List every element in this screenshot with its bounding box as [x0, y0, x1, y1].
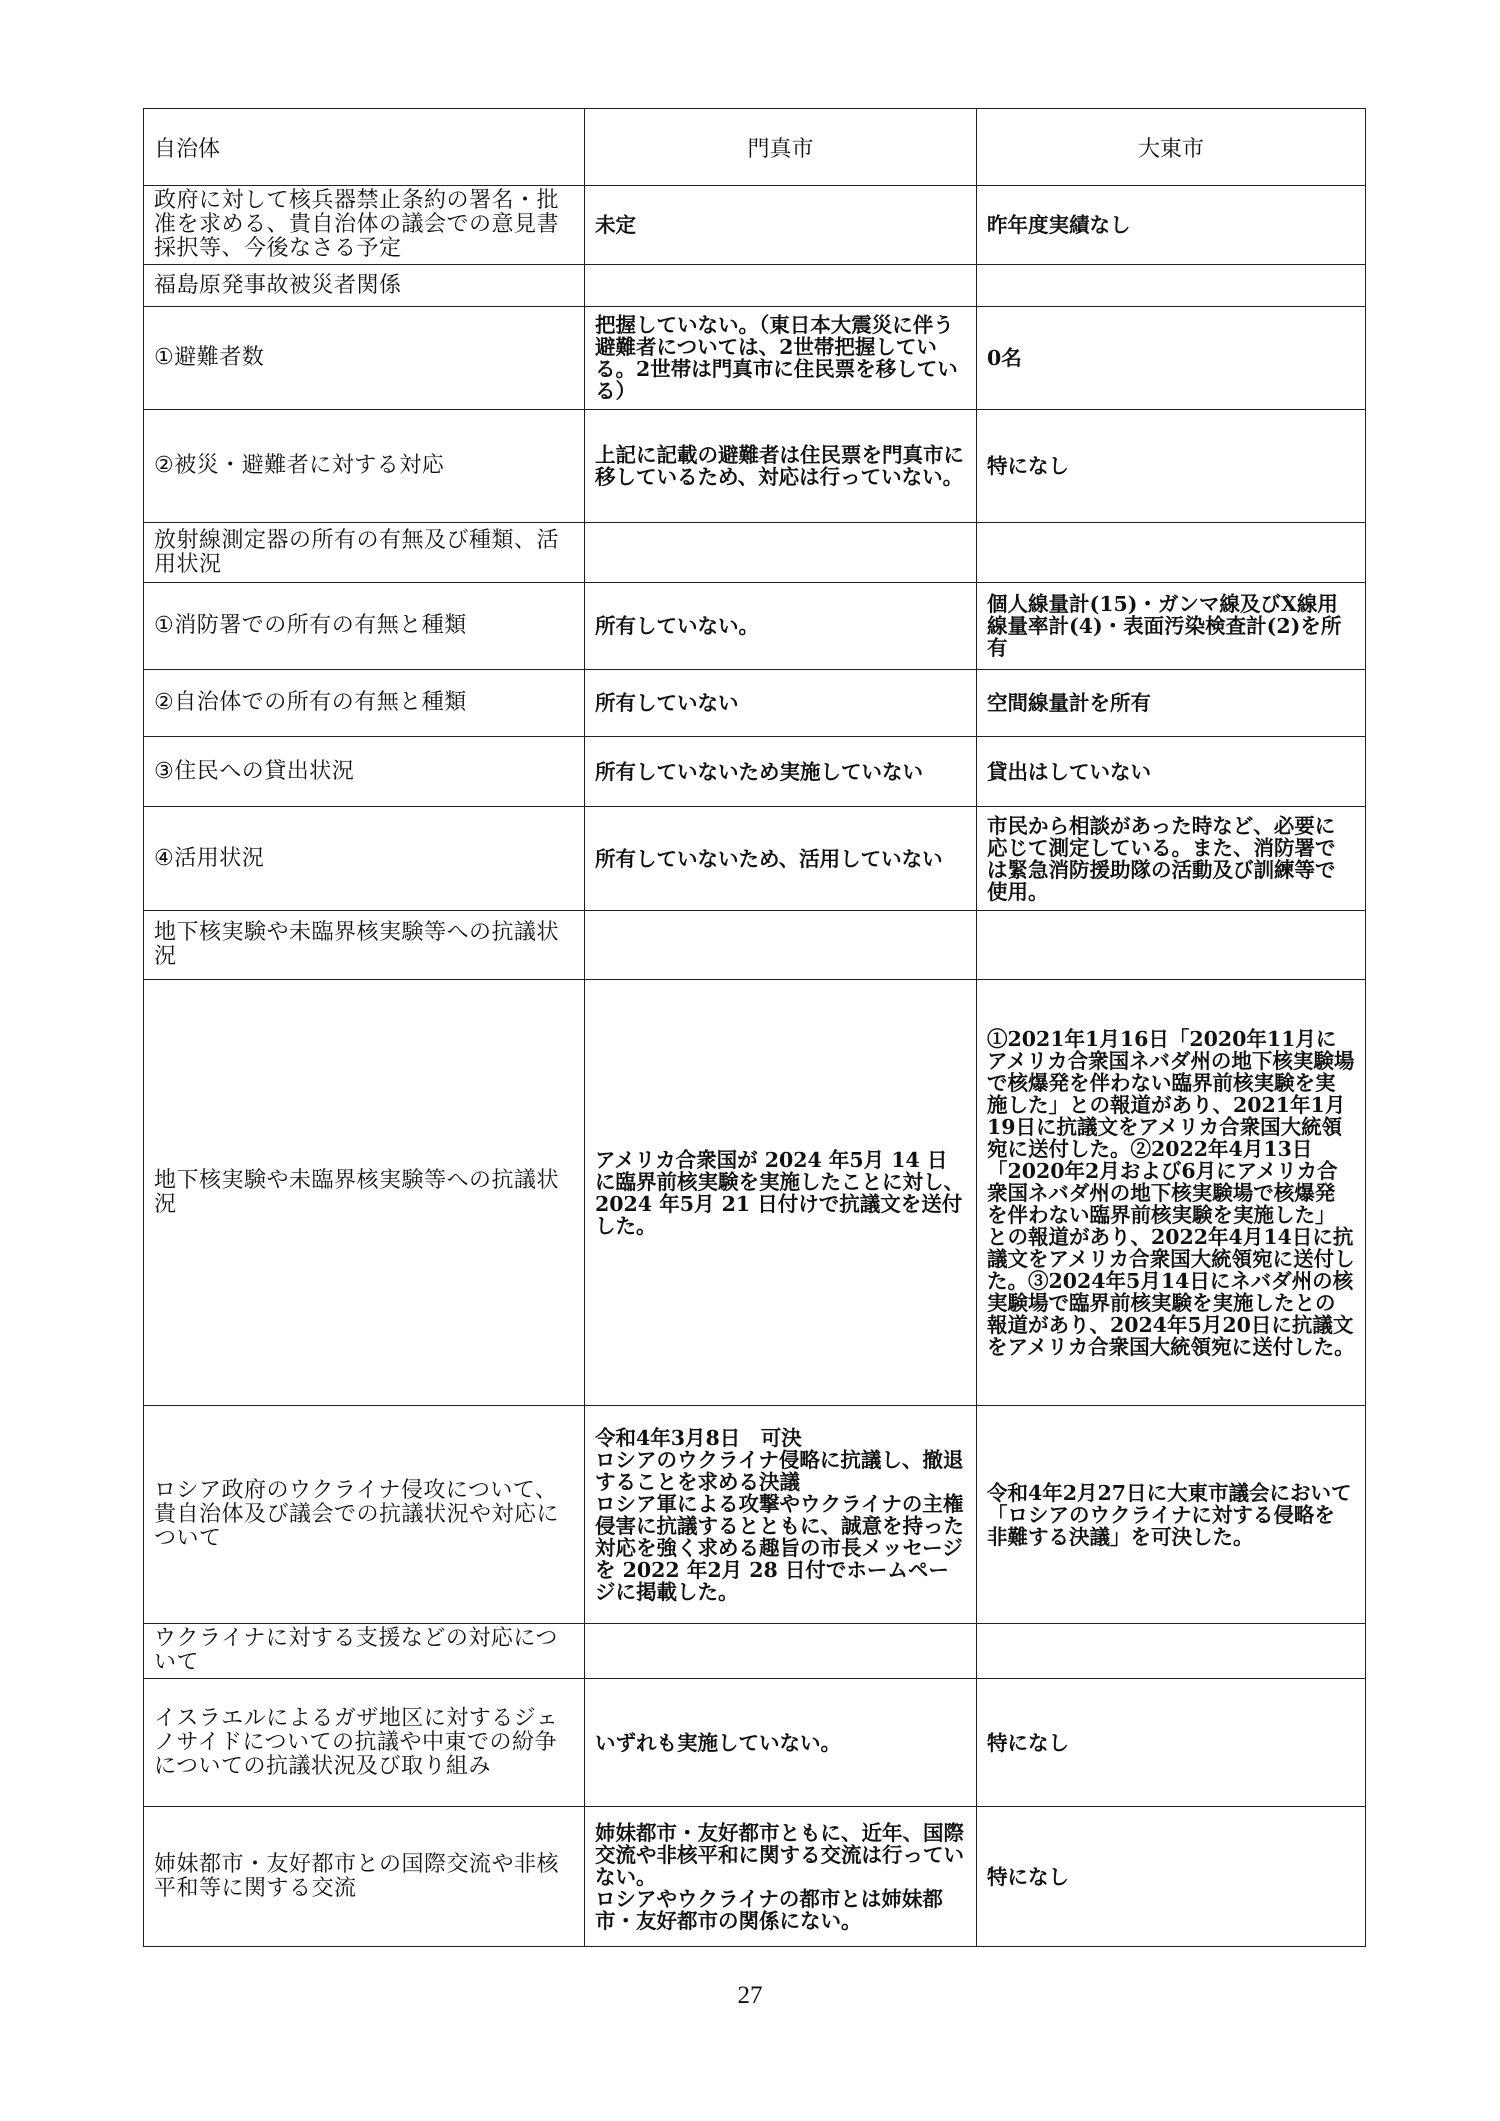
row-label: イスラエルによるガザ地区に対するジェノサイドについての抗議や中東での紛争についての抗議状況及び取り組み [144, 1679, 585, 1807]
daito-answer: 空間線量計を所有 [977, 670, 1366, 737]
daito-answer [977, 911, 1366, 980]
kadoma-answer [585, 523, 977, 583]
survey-table [143, 108, 1366, 1947]
table-row [144, 1406, 1366, 1624]
row-label: 姉妹都市・友好都市との国際交流や非核平和等に関する交流 [144, 1807, 585, 1947]
table-row [144, 307, 1366, 410]
table-row [144, 523, 1366, 583]
kadoma-answer [585, 911, 977, 980]
row-label: ④活用状況 [144, 807, 585, 911]
header-municipality: 自治体 [144, 109, 585, 186]
table-row [144, 186, 1366, 265]
table-row [144, 807, 1366, 911]
daito-answer: 昨年度実績なし [977, 186, 1366, 265]
table-row [144, 583, 1366, 670]
kadoma-answer: いずれも実施していない。 [585, 1679, 977, 1807]
table-row [144, 1679, 1366, 1807]
kadoma-answer: 所有していない [585, 670, 977, 737]
page-number: 27 [737, 1982, 763, 2009]
kadoma-answer: 未定 [585, 186, 977, 265]
table-header-row [144, 109, 1366, 186]
row-label: ウクライナに対する支援などの対応について [144, 1624, 585, 1679]
table-row [144, 410, 1366, 523]
daito-answer: 市民から相談があった時など、必要に応じて測定している。また、消防署では緊急消防援助隊の活動及び訓練等で使用。 [977, 807, 1366, 911]
header-daito: 大東市 [977, 109, 1366, 186]
row-label: 政府に対して核兵器禁止条約の署名・批准を求める、貴自治体の議会での意見書採択等、今後なさる予定 [144, 186, 585, 265]
table-row [144, 1807, 1366, 1947]
kadoma-answer: 所有していないため実施していない [585, 737, 977, 807]
table-row [144, 737, 1366, 807]
daito-answer: 個人線量計(15)・ガンマ線及びX線用線量率計(4)・表面汚染検査計(2)を所有 [977, 583, 1366, 670]
row-label: 地下核実験や未臨界核実験等への抗議状況 [144, 911, 585, 980]
table-row [144, 265, 1366, 307]
table-row [144, 670, 1366, 737]
daito-answer: 特になし [977, 410, 1366, 523]
daito-answer: 貸出はしていない [977, 737, 1366, 807]
row-label: 放射線測定器の所有の有無及び種類、活用状況 [144, 523, 585, 583]
row-label: ③住民への貸出状況 [144, 737, 585, 807]
kadoma-answer: 所有していないため、活用していない [585, 807, 977, 911]
kadoma-answer: アメリカ合衆国が 2024 年5月 14 日に臨界前核実験を実施したことに対し、2024 年5月 21 日付けで抗議文を送付した。 [585, 980, 977, 1406]
row-label: 地下核実験や未臨界核実験等への抗議状況 [144, 980, 585, 1406]
kadoma-answer: 把握していない。（東日本大震災に伴う避難者については、2世帯把握している。2世帯は門真市に住民票を移している） [585, 307, 977, 410]
row-label: ①消防署での所有の有無と種類 [144, 583, 585, 670]
header-kadoma: 門真市 [585, 109, 977, 186]
table-row [144, 911, 1366, 980]
daito-answer: 令和4年2月27日に大東市議会において「ロシアのウクライナに対する侵略を非難する決議」を可決した。 [977, 1406, 1366, 1624]
daito-answer [977, 523, 1366, 583]
daito-answer: 0名 [977, 307, 1366, 410]
daito-answer: 特になし [977, 1679, 1366, 1807]
row-label: ①避難者数 [144, 307, 585, 410]
daito-answer: 特になし [977, 1807, 1366, 1947]
table-row [144, 980, 1366, 1406]
daito-answer [977, 265, 1366, 307]
row-label: ロシア政府のウクライナ侵攻について、貴自治体及び議会での抗議状況や対応について [144, 1406, 585, 1624]
kadoma-answer: 所有していない。 [585, 583, 977, 670]
kadoma-answer [585, 1624, 977, 1679]
kadoma-answer: 姉妹都市・友好都市ともに、近年、国際交流や非核平和に関する交流は行っていない。 ロシアやウクライナの都市とは姉妹都市・友好都市の関係にない。 [585, 1807, 977, 1947]
kadoma-answer [585, 265, 977, 307]
row-label: ②被災・避難者に対する対応 [144, 410, 585, 523]
kadoma-answer: 令和4年3月8日 可決 ロシアのウクライナ侵略に抗議し、撤退することを求める決議 ロシア軍による攻撃やウクライナの主権侵害に抗議するとともに、誠意を持った対応を強く求める趣旨の市長メッセージを 2022 年2月 28 日付でホームページに掲載した。 [585, 1406, 977, 1624]
kadoma-answer: 上記に記載の避難者は住民票を門真市に移しているため、対応は行っていない。 [585, 410, 977, 523]
row-label: 福島原発事故被災者関係 [144, 265, 585, 307]
table-row [144, 1624, 1366, 1679]
daito-answer [977, 1624, 1366, 1679]
row-label: ②自治体での所有の有無と種類 [144, 670, 585, 737]
daito-answer: ①2021年1月16日「2020年11月にアメリカ合衆国ネバダ州の地下核実験場で核爆発を伴わない臨界前核実験を実施した」との報道があり、2021年1月19日に抗議文をアメリカ合衆国大統領宛に送付した。②2022年4月13日「2020年2月および6月にアメリカ合衆国ネバダ州の地下核実験場で核爆発を伴わない臨界前核実験を実施した」との報道があり、2022年4月14日に抗議文をアメリカ合衆国大統領宛に送付した。③2024年5月14日にネバダ州の核実験場で臨界前核実験を実施したとの報道があり、2024年5月20日に抗議文をアメリカ合衆国大統領宛に送付した。 [977, 980, 1366, 1406]
